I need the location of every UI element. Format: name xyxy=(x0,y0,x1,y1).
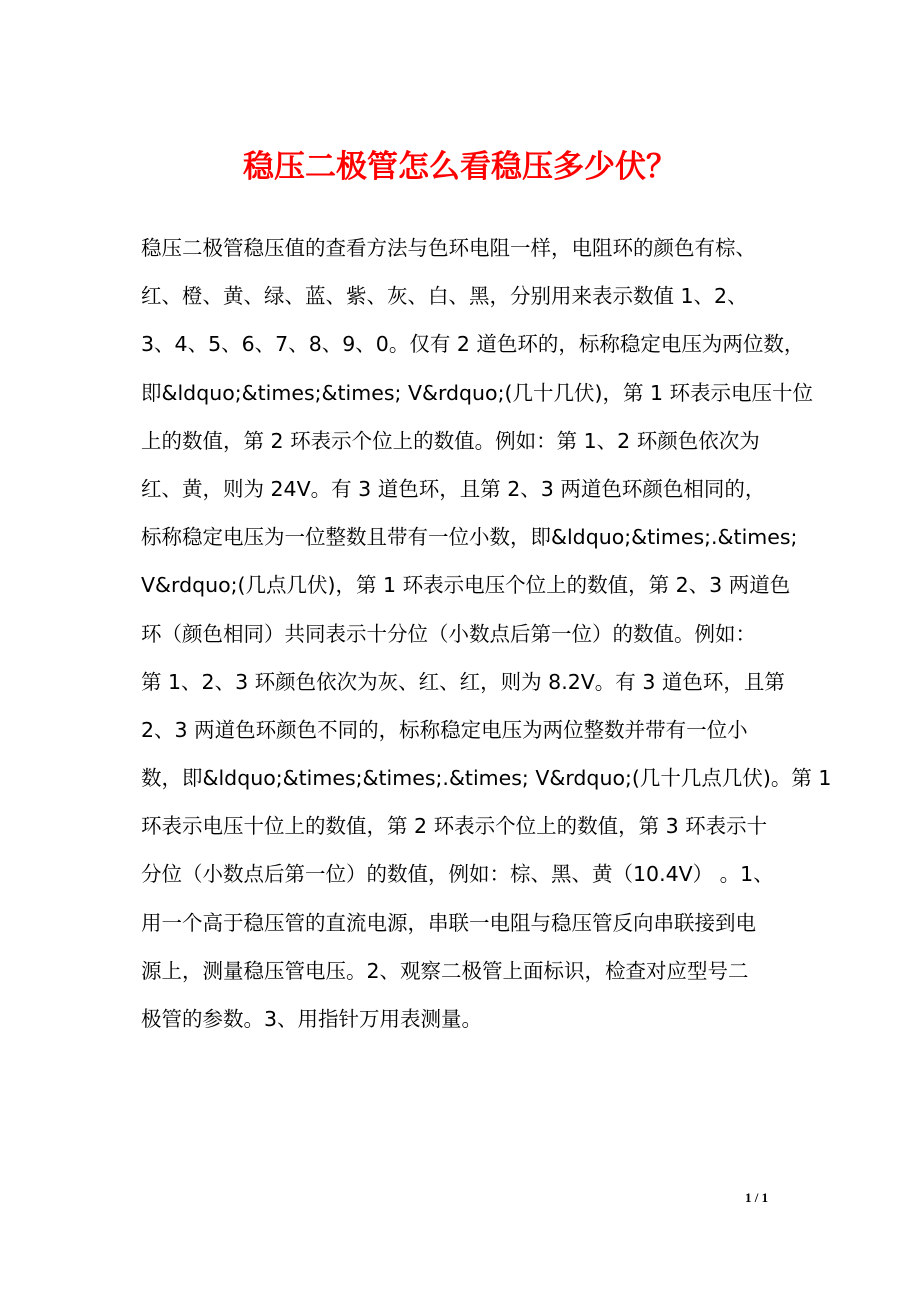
document-title: 稳压二极管怎么看稳压多少伏？ xyxy=(243,149,677,185)
body-line: 源上，测量稳压管电压。2、观察二极管上面标识，检查对应型号二 xyxy=(141,958,749,983)
body-line: V&rdquo;(几点几伏)，第 1 环表示电压个位上的数值，第 2、3 两道色 xyxy=(141,573,791,598)
body-line: 用一个高于稳压管的直流电源，串联一电阻与稳压管反向串联接到电 xyxy=(141,910,756,935)
body-line: 红、橙、黄、绿、蓝、紫、灰、白、黑，分别用来表示数值 1、2、 xyxy=(141,284,748,309)
body-line: 稳压二极管稳压值的查看方法与色环电阻一样，电阻环的颜色有棕、 xyxy=(141,236,756,260)
body-line: 环表示电压十位上的数值，第 2 环表示个位上的数值，第 3 环表示十 xyxy=(141,814,768,839)
body-line: 极管的参数。3、用指针万用表测量。 xyxy=(141,1007,483,1031)
page-number: 1 / 1 xyxy=(745,1190,769,1205)
body-line: 即&ldquo;&times;&times; V&rdquo;(几十几伏)，第 1 环表示电压十位 xyxy=(141,380,814,405)
document-body xyxy=(141,224,832,1043)
body-line: 红、黄，则为 24V。有 3 道色环，且第 2、3 两道色环颜色相同的， xyxy=(141,476,766,501)
body-line: 3、4、5、6、7、8、9、0。仅有 2 道色环的，标称稳定电压为两位数， xyxy=(141,332,805,357)
body-line: 上的数值，第 2 环表示个位上的数值。例如：第 1、2 环颜色依次为 xyxy=(141,428,760,453)
body-line: 标称稳定电压为一位整数且带有一位小数，即&ldquo;&times;.&times; xyxy=(141,525,798,550)
body-line: 第 1、2、3 环颜色依次为灰、红、红，则为 8.2V。有 3 道色环，且第 xyxy=(141,669,785,694)
body-line: 分位（小数点后第一位）的数值，例如：棕、黑、黄（10.4V） 。1、 xyxy=(141,862,774,887)
body-line: 环（颜色相同）共同表示十分位（小数点后第一位）的数值。例如： xyxy=(141,621,756,646)
body-line: 数，即&ldquo;&times;&times;.&times; V&rdquo;(几十几点几伏)。第 1 xyxy=(141,766,832,791)
body-line: 2、3 两道色环颜色不同的，标称稳定电压为两位整数并带有一位小 xyxy=(141,717,748,742)
